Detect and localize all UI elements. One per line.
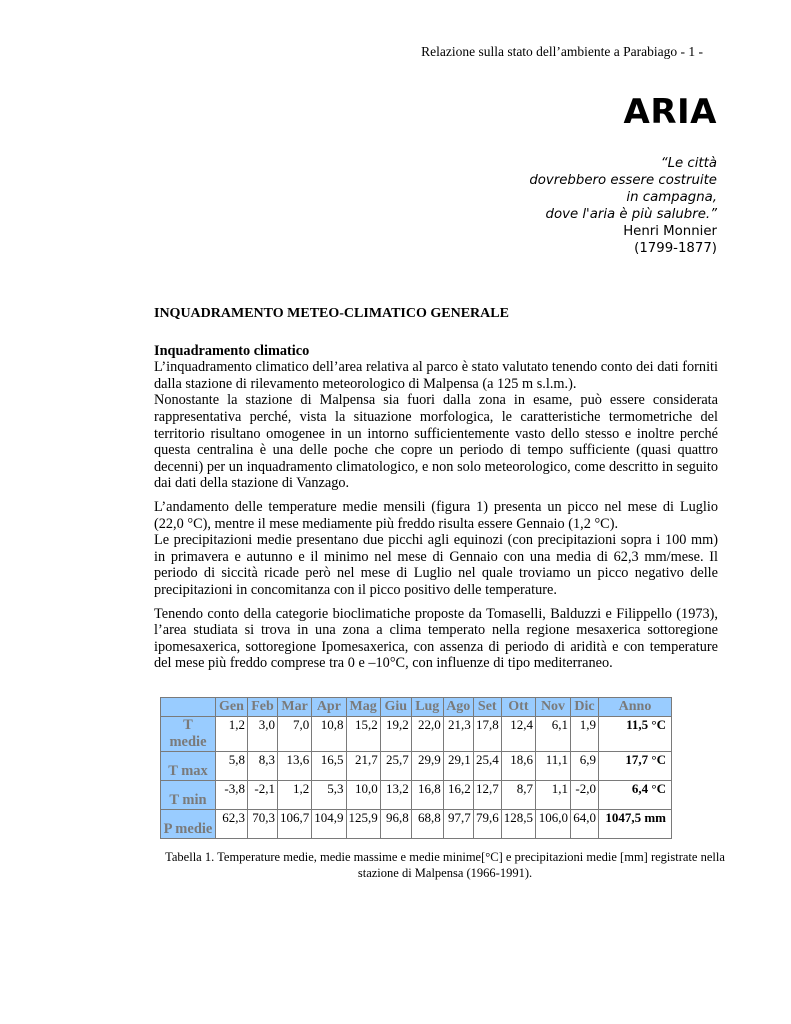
table-cell: 70,3	[248, 810, 278, 839]
table-cell: 13,6	[278, 752, 312, 781]
row-label: T max	[161, 752, 216, 781]
table-cell: 16,2	[443, 781, 473, 810]
column-header: Gen	[216, 698, 248, 717]
table-cell: 64,0	[571, 810, 599, 839]
table-cell: 1,1	[536, 781, 571, 810]
table-header-row	[161, 698, 672, 717]
table-row	[161, 717, 672, 752]
table-cell: 106,7	[278, 810, 312, 839]
annual-total-cell: 11,5 °C	[599, 717, 672, 752]
quote-years: (1799-1877)	[634, 241, 717, 256]
table-row	[161, 781, 672, 810]
table-cell: 128,5	[501, 810, 535, 839]
table-cell: 12,7	[473, 781, 501, 810]
table-cell: 12,4	[501, 717, 535, 752]
climate-table	[160, 697, 672, 839]
table-cell: 11,1	[536, 752, 571, 781]
column-header: Mar	[278, 698, 312, 717]
row-label: T min	[161, 781, 216, 810]
table-cell: 29,1	[443, 752, 473, 781]
table-cell: 5,8	[216, 752, 248, 781]
table-cell: 8,7	[501, 781, 535, 810]
page-title: ARIA	[623, 92, 717, 132]
section-heading: INQUADRAMENTO METEO-CLIMATICO GENERALE	[154, 306, 509, 321]
table-cell: 29,9	[411, 752, 443, 781]
table-cell: 15,2	[346, 717, 380, 752]
table-cell: 25,7	[380, 752, 411, 781]
column-header: Giu	[380, 698, 411, 717]
table-cell: -2,1	[248, 781, 278, 810]
table-cell: 19,2	[380, 717, 411, 752]
column-header: Anno	[599, 698, 672, 717]
column-header: Set	[473, 698, 501, 717]
table-cell: 6,9	[571, 752, 599, 781]
table-cell: 106,0	[536, 810, 571, 839]
table-cell: 1,2	[216, 717, 248, 752]
table-cell: 22,0	[411, 717, 443, 752]
quote-author: Henri Monnier	[623, 224, 717, 239]
table-cell: 1,9	[571, 717, 599, 752]
column-header: Lug	[411, 698, 443, 717]
annual-total-cell: 17,7 °C	[599, 752, 672, 781]
table-cell: 7,0	[278, 717, 312, 752]
table-cell: -3,8	[216, 781, 248, 810]
table-cell: 79,6	[473, 810, 501, 839]
table-row	[161, 810, 672, 839]
column-header: Mag	[346, 698, 380, 717]
column-header: Dic	[571, 698, 599, 717]
table-cell: 10,0	[346, 781, 380, 810]
column-header: Feb	[248, 698, 278, 717]
subheading: Inquadramento climatico	[154, 342, 310, 359]
table-cell: 97,7	[443, 810, 473, 839]
table-cell: 17,8	[473, 717, 501, 752]
document-body	[154, 306, 718, 672]
table-cell: 16,5	[312, 752, 346, 781]
column-header: Ott	[501, 698, 535, 717]
corner-cell	[161, 698, 216, 717]
table-cell: 96,8	[380, 810, 411, 839]
table-cell: 1,2	[278, 781, 312, 810]
table-cell: 16,8	[411, 781, 443, 810]
table-caption: Tabella 1. Temperature medie, medie massime e medie minime[°C] e precipitazioni medie [mm] registrate nella stazione di Malpensa (1966-1991).	[165, 850, 725, 880]
quote-line: “Le città	[660, 156, 717, 171]
row-label: T medie	[161, 717, 216, 752]
table-cell: -2,0	[571, 781, 599, 810]
table-cell: 21,3	[443, 717, 473, 752]
paragraph: Nonostante la stazione di Malpensa sia fuori dalla zona in esame, può essere considerata rappresentativa perché, vista la situazione morfologica, le caratteristiche termometriche del territorio risultano omogenee in un intorno sufficientemente vasto dello stesso e inoltre perché questa centralina è una delle poche che copre un periodo di tempo sufficiente (quasi quattro decenni) per un inquadramento climatologico, e non solo meteorologico, come descritto in seguito dai dati della stazione di Vanzago.	[154, 392, 718, 492]
annual-total-cell: 6,4 °C	[599, 781, 672, 810]
table-cell: 125,9	[346, 810, 380, 839]
table-cell: 3,0	[248, 717, 278, 752]
paragraph: L’inquadramento climatico dell’area relativa al parco è stato valutato tenendo conto dei dati forniti dalla stazione di rilevamento meteorologico di Malpensa (a 125 m s.l.m.).	[154, 359, 718, 392]
annual-total-cell: 1047,5 mm	[599, 810, 672, 839]
epigraph-quote	[529, 155, 717, 257]
column-header: Ago	[443, 698, 473, 717]
paragraph: Le precipitazioni medie presentano due picchi agli equinozi (con precipitazioni sopra i 100 mm) in primavera e autunno e il minimo nel mese di Gennaio con una media di 62,3 mm/mese. Il periodo di siccità ricade però nel mese di Luglio nel quale troviamo un picco negativo delle precipitazioni in concomitanza con il picco positivo delle temperature.	[154, 532, 718, 598]
table-cell: 13,2	[380, 781, 411, 810]
row-label: P medie	[161, 810, 216, 839]
table-cell: 62,3	[216, 810, 248, 839]
table-cell: 21,7	[346, 752, 380, 781]
column-header: Nov	[536, 698, 571, 717]
table-cell: 5,3	[312, 781, 346, 810]
quote-line: dovrebbero essere costruite	[529, 173, 717, 188]
page-header: Relazione sulla stato dell’ambiente a Parabiago - 1 -	[421, 44, 703, 59]
table-row	[161, 752, 672, 781]
table-cell: 8,3	[248, 752, 278, 781]
paragraph: L’andamento delle temperature medie mensili (figura 1) presenta un picco nel mese di Luglio (22,0 °C), mentre il mese mediamente più freddo risulta essere Gennaio (1,2 °C).	[154, 498, 718, 532]
table-cell: 25,4	[473, 752, 501, 781]
quote-line: in campagna,	[626, 190, 717, 205]
table-cell: 6,1	[536, 717, 571, 752]
table-cell: 10,8	[312, 717, 346, 752]
paragraph: Tenendo conto della categorie bioclimatiche proposte da Tomaselli, Balduzzi e Filippello (1973), l’area studiata si trova in una zona a clima temperato nella regione mesaxerica sottoregione ipomesaxerica, sottoregione Ipomesaxerica, con assenza di periodo di aridità e con temperature del mese più freddo comprese tra 0 e –10°C, con influenze di tipo mediterraneo.	[154, 605, 718, 672]
quote-line: dove l'aria è più salubre.”	[545, 207, 717, 222]
column-header: Apr	[312, 698, 346, 717]
table-cell: 104,9	[312, 810, 346, 839]
table-cell: 18,6	[501, 752, 535, 781]
table-cell: 68,8	[411, 810, 443, 839]
